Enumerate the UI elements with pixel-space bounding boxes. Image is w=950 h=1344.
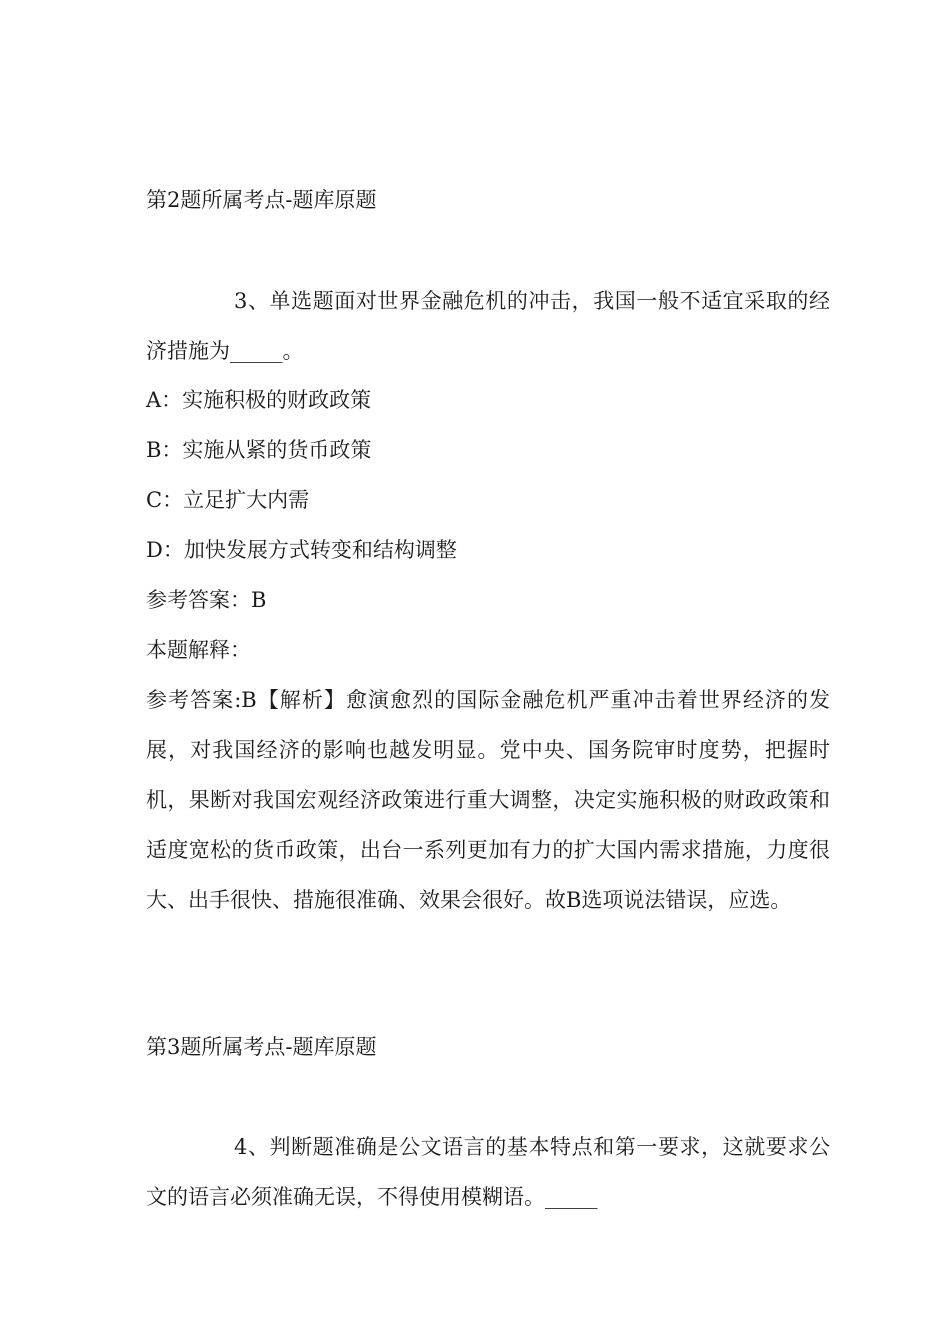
question-3-explanation: 参考答案:B【解析】愈演愈烈的国际金融危机严重冲击着世界经济的发展，对我国经济的影响也越发明显。党中央、国务院审时度势，把握时机，果断对我国宏观经济政策进行重大调整，决定实施积极的财政政策和适度宽松的货币政策，出台一系列更加有力的扩大国内需求措施，力度很大、出手很快、措施很准确、效果会很好。故B选项说法错误，应选。 [146, 688, 830, 912]
section-q3-topic: 第3题所属考点-题库原题 [146, 1035, 377, 1059]
section-q2-topic: 第2题所属考点-题库原题 [146, 188, 377, 212]
question-3-option-c: C：立足扩大内需 [146, 488, 310, 512]
question-3-option-a: A：实施积极的财政政策 [146, 388, 372, 412]
question-3-option-d: D：加快发展方式转变和结构调整 [146, 538, 457, 562]
question-3-stem: 3、单选题面对世界金融危机的冲击，我国一般不适宜采取的经济措施为_____。 [146, 289, 830, 363]
question-4-stem: 4、判断题准确是公文语言的基本特点和第一要求，这就要求公文的语言必须准确无误，不得使用模糊语。_____ [146, 1135, 830, 1209]
question-3-answer: 参考答案：B [146, 588, 267, 612]
question-3-option-b: B：实施从紧的货币政策 [146, 438, 372, 462]
question-3-explanation-heading: 本题解释： [146, 638, 251, 662]
